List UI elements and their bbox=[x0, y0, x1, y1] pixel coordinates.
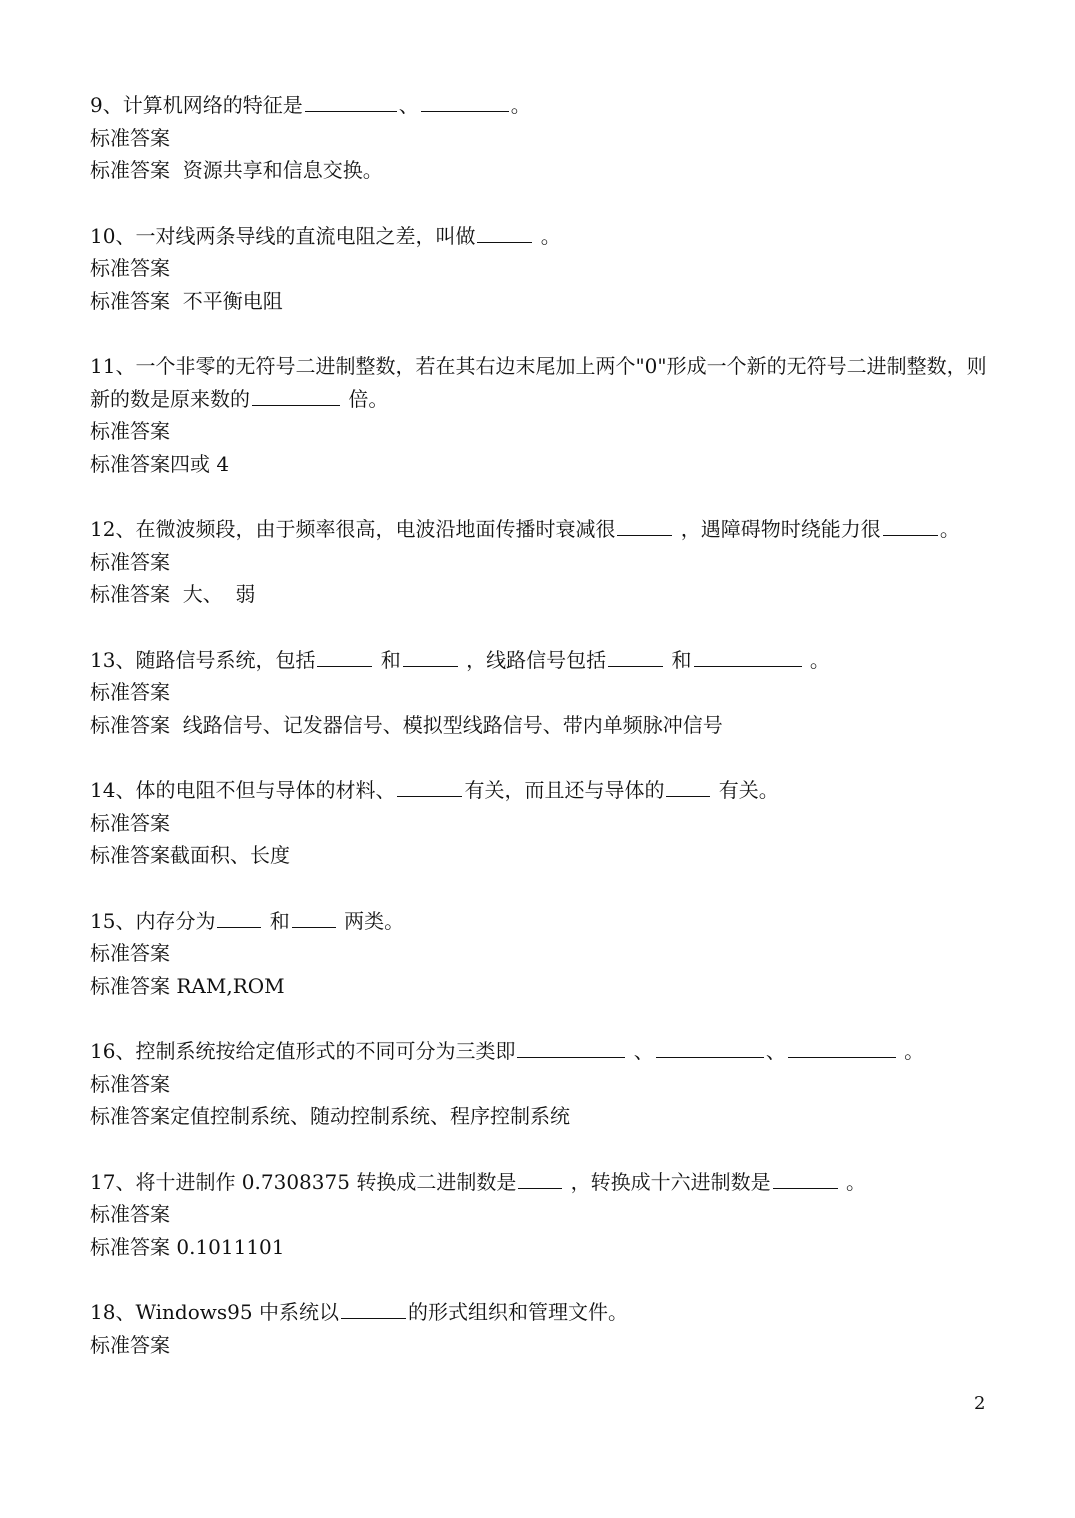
answer-blank bbox=[317, 648, 372, 667]
question-stem bbox=[90, 1296, 990, 1329]
question-text: 11、一个非零的无符号二进制整数，若在其右边末尾加上两个"0"形成一个新的无符号二进制整数，则新的数是原来数的 bbox=[90, 354, 987, 411]
question-q11 bbox=[90, 350, 990, 513]
question-spacer bbox=[90, 872, 990, 905]
question-text: 倍。 bbox=[342, 386, 389, 411]
question-text: 12、在微波频段，由于频率很高，电波沿地面传播时衰减很 bbox=[90, 517, 616, 541]
answer-label: 标准答案 bbox=[90, 549, 170, 574]
answer-text: 标准答案 不平衡电阻 bbox=[90, 288, 283, 313]
question-spacer bbox=[90, 317, 990, 350]
question-q16 bbox=[90, 1035, 990, 1166]
answer-text: 标准答案 0.1011101 bbox=[90, 1234, 285, 1259]
question-text: 和 bbox=[374, 647, 401, 672]
question-q17 bbox=[90, 1166, 990, 1297]
question-q10 bbox=[90, 220, 990, 351]
question-text: 18、Windows95 中系统以 bbox=[90, 1300, 339, 1324]
question-text: 两类。 bbox=[337, 908, 405, 933]
question-spacer bbox=[90, 611, 990, 644]
answer-label: 标准答案 bbox=[90, 810, 170, 835]
answer-label: 标准答案 bbox=[90, 1071, 170, 1096]
answer-blank bbox=[477, 224, 532, 243]
question-text: 。 bbox=[939, 517, 960, 541]
answer-label: 标准答案 bbox=[90, 680, 170, 704]
page-number: 2 bbox=[974, 1393, 986, 1414]
question-text: ，遇障碍物时绕能力很 bbox=[674, 517, 881, 541]
answer-text: 标准答案 资源共享和信息交换。 bbox=[90, 158, 383, 182]
question-spacer bbox=[90, 187, 990, 220]
answer-text: 标准答案 大、 弱 bbox=[90, 582, 256, 606]
answer-blank bbox=[656, 1039, 764, 1058]
answer-text: 标准答案 线路信号、记发器信号、模拟型线路信号、带内单频脉冲信号 bbox=[90, 712, 723, 737]
question-text: ，线路信号包括 bbox=[459, 647, 607, 672]
document-page bbox=[90, 89, 990, 1361]
question-q9 bbox=[90, 89, 990, 220]
answer-label: 标准答案 bbox=[90, 125, 170, 150]
question-text: 。 bbox=[803, 647, 830, 672]
question-q14 bbox=[90, 774, 990, 905]
question-text: 。 bbox=[510, 93, 531, 117]
question-text: 。 bbox=[839, 1169, 867, 1194]
question-text: 有关。 bbox=[712, 778, 779, 802]
question-spacer bbox=[90, 1133, 990, 1166]
question-stem bbox=[90, 774, 990, 807]
question-stem bbox=[90, 1035, 990, 1068]
question-text: 14、体的电阻不但与导体的材料、 bbox=[90, 778, 396, 802]
question-text: 和 bbox=[665, 647, 692, 672]
question-text: 16、控制系统按给定值形式的不同可分为三类即 bbox=[90, 1039, 516, 1063]
question-stem bbox=[90, 350, 990, 415]
answer-blank bbox=[217, 909, 261, 928]
answer-label: 标准答案 bbox=[90, 1332, 170, 1357]
question-stem bbox=[90, 89, 990, 122]
answer-blank bbox=[608, 648, 663, 667]
answer-text: 标准答案四或 4 bbox=[90, 451, 230, 476]
answer-label: 标准答案 bbox=[90, 1202, 170, 1226]
question-q15 bbox=[90, 905, 990, 1036]
answer-text: 标准答案 RAM,ROM bbox=[90, 973, 285, 998]
question-text: 、 bbox=[398, 93, 419, 117]
question-text: 。 bbox=[897, 1039, 925, 1063]
question-text: 17、将十进制作 0.7308375 转换成二进制数是 bbox=[90, 1169, 517, 1194]
answer-label: 标准答案 bbox=[90, 256, 170, 280]
question-stem bbox=[90, 644, 990, 677]
answer-blank bbox=[788, 1039, 896, 1058]
answer-blank bbox=[617, 517, 672, 536]
question-stem bbox=[90, 905, 990, 938]
answer-blank bbox=[397, 778, 462, 797]
question-text: 的形式组织和管理文件。 bbox=[407, 1300, 628, 1324]
question-q12 bbox=[90, 513, 990, 644]
question-spacer bbox=[90, 741, 990, 774]
question-text: 9、计算机网络的特征是 bbox=[90, 93, 303, 117]
question-spacer bbox=[90, 480, 990, 513]
question-spacer bbox=[90, 1263, 990, 1296]
question-stem bbox=[90, 220, 990, 253]
question-text: 有关，而且还与导体的 bbox=[464, 778, 665, 802]
question-text: 、 bbox=[627, 1039, 654, 1063]
question-text: 15、内存分为 bbox=[90, 908, 216, 933]
question-text: ，转换成十六进制数是 bbox=[564, 1169, 771, 1194]
answer-blank bbox=[403, 648, 458, 667]
question-q13 bbox=[90, 644, 990, 775]
question-text: 、 bbox=[765, 1039, 786, 1063]
answer-blank bbox=[252, 387, 340, 406]
answer-blank bbox=[517, 1039, 625, 1058]
answer-label: 标准答案 bbox=[90, 941, 170, 965]
question-text: 。 bbox=[534, 223, 561, 248]
question-stem bbox=[90, 513, 990, 546]
question-text: 13、随路信号系统，包括 bbox=[90, 647, 316, 672]
answer-blank bbox=[305, 93, 397, 112]
question-spacer bbox=[90, 1002, 990, 1035]
answer-text: 标准答案定值控制系统、随动控制系统、程序控制系统 bbox=[90, 1104, 570, 1128]
answer-blank bbox=[518, 1170, 562, 1189]
answer-blank bbox=[883, 517, 938, 536]
question-text: 10、一对线两条导线的直流电阻之差，叫做 bbox=[90, 223, 476, 248]
answer-blank bbox=[341, 1300, 406, 1319]
answer-blank bbox=[421, 93, 509, 112]
question-q18 bbox=[90, 1296, 990, 1361]
question-stem bbox=[90, 1166, 990, 1199]
answer-blank bbox=[292, 909, 336, 928]
question-text: 和 bbox=[263, 908, 290, 933]
answer-blank bbox=[694, 648, 802, 667]
answer-text: 标准答案截面积、长度 bbox=[90, 843, 290, 867]
answer-label: 标准答案 bbox=[90, 419, 170, 443]
answer-blank bbox=[666, 778, 710, 797]
answer-blank bbox=[773, 1170, 838, 1189]
